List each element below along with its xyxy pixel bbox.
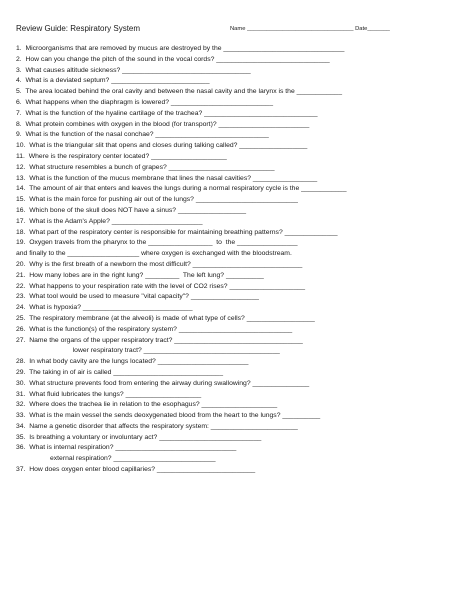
question-line: 31. What fluid lubricates the lungs? ____________________ bbox=[16, 390, 202, 398]
question-line: 9. What is the function of the nasal conchae? ______________________________ bbox=[16, 131, 269, 139]
question-line: 14. The amount of air that enters and leaves the lungs during a normal respiratory cycle is the ____________ bbox=[16, 185, 347, 193]
question-line: 8. What protein combines with oxygen in the blood (for transport)? ________________________ bbox=[16, 120, 310, 128]
question-line: 2. How can you change the pitch of the sound in the vocal cords? ______________________________ bbox=[16, 55, 330, 63]
question-line: 6. What happens when the diaphragm is lowered? ___________________________ bbox=[16, 98, 273, 106]
question-line: 12. What structure resembles a bunch of grapes? ____________________________ bbox=[16, 163, 275, 171]
question-line: 28. In what body cavity are the lungs located? ________________________ bbox=[16, 358, 249, 366]
question-line: 1. Microorganisms that are removed by mucus are destroyed by the ________________________________ bbox=[16, 45, 345, 52]
question-line: 21. How many lobes are in the right lung? _________ The left lung? __________ bbox=[16, 271, 264, 279]
question-line: 23. What tool would be used to measure "vital capacity"? __________________ bbox=[16, 293, 259, 301]
question-line: 11. Where is the respiratory center located? ____________________ bbox=[16, 152, 227, 160]
question-line: lower respiratory tract? ____________________________________ bbox=[16, 347, 280, 355]
question-list bbox=[16, 44, 448, 476]
question-line: 30. What structure prevents food from entering the airway during swallowing? _______________ bbox=[16, 379, 310, 387]
worksheet-header bbox=[16, 24, 448, 38]
question-line: 17. What is the Adam's Apple? ________________________ bbox=[16, 217, 203, 225]
question-line: 10. What is the triangular slit that opens and closes during talking called? __________________ bbox=[16, 142, 308, 150]
question-line: and finally to the ___________________ where oxygen is exchanged with the bloodstream. bbox=[16, 250, 292, 258]
question-line: 36. What is internal respiration? ________________________________ bbox=[16, 444, 237, 452]
question-line: 3. What causes altitude sickness? __________________________________ bbox=[16, 66, 251, 74]
question-line: 5. The area located behind the oral cavity and between the nasal cavity and the larynx is the ____________ bbox=[16, 88, 342, 96]
question-line: 4. What is a deviated septum? __________________________ bbox=[16, 77, 210, 85]
question-line: 13. What is the function of the mucus membrane that lines the nasal cavities? _________________ bbox=[16, 174, 318, 182]
name-date-field: Name _________________________________ Date_______ bbox=[230, 26, 390, 32]
question-line: 16. Which bone of the skull does NOT have a sinus? __________________ bbox=[16, 206, 246, 214]
question-line: external respiration? ___________________________ bbox=[16, 455, 216, 463]
worksheet-title: Review Guide: Respiratory System bbox=[16, 24, 141, 33]
question-line: 7. What is the function of the hyaline cartilage of the trachea? ______________________________ bbox=[16, 109, 318, 117]
question-line: 27. Name the organs of the upper respiratory tract? __________________________________ bbox=[16, 336, 303, 344]
question-line: 22. What happens to your respiration rate with the level of CO2 rises? ____________________ bbox=[16, 282, 306, 290]
question-line: 24. What is hypoxia? _____________________________ bbox=[16, 304, 193, 312]
question-line: 25. The respiratory membrane (at the alveoli) is made of what type of cells? __________________ bbox=[16, 314, 315, 322]
question-line: 26. What is the function(s) of the respiratory system? ______________________________ bbox=[16, 325, 293, 333]
question-line: 37. How does oxygen enter blood capillaries? __________________________ bbox=[16, 466, 256, 474]
question-line: 29. The taking in of air is called _____________________________ bbox=[16, 368, 223, 376]
question-line: 34. Name a genetic disorder that affects the respiratory system: _______________________ bbox=[16, 422, 298, 430]
question-line: 15. What is the main force for pushing air out of the lungs? ___________________________ bbox=[16, 196, 298, 204]
question-line: 20. Why is the first breath of a newborn the most difficult? _____________________________ bbox=[16, 260, 303, 268]
question-line: 18. What part of the respiratory center is responsible for maintaining breathing patterns? ______________ bbox=[16, 228, 338, 236]
question-line: 35. Is breathing a voluntary or involuntary act? ___________________________ bbox=[16, 433, 262, 441]
question-line: 19. Oxygen travels from the pharynx to the _________________ to the ________________ bbox=[16, 239, 298, 247]
question-line: 33. What is the main vessel the sends deoxygenated blood from the heart to the lungs? __________ bbox=[16, 412, 321, 420]
question-line: 32. Where does the trachea lie in relation to the esophagus? ____________________ bbox=[16, 401, 278, 409]
